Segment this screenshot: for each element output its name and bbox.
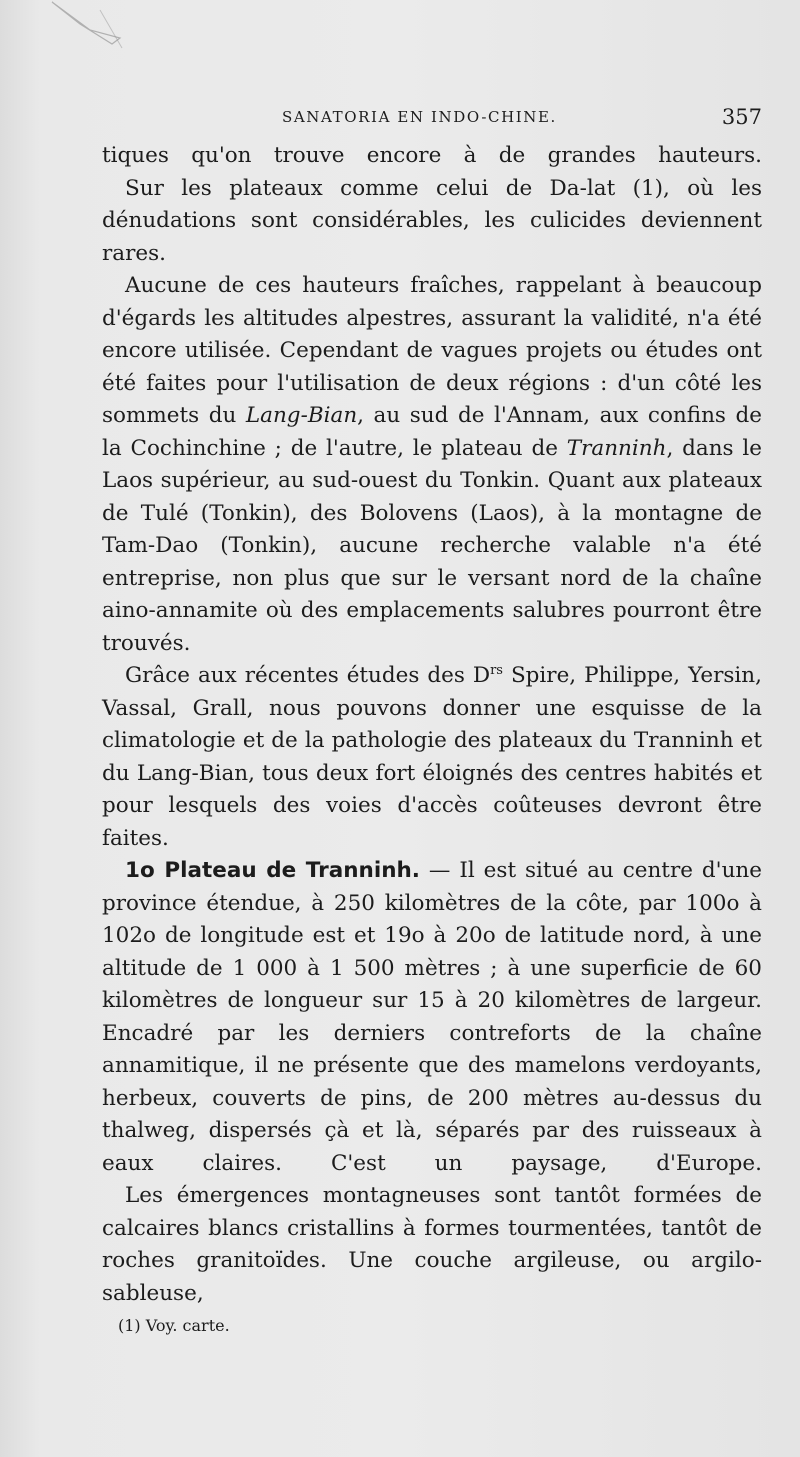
- paragraph-text-part: Aucune de ces hauteurs fraîches, rappelant à beaucoup d'égards les altitudes alpestres, assurant la validité, n'a été encore utilisée. Cependant de vagues projets ou études ont été faites pour l'utilisation de deux régions : d'un côté les sommets du: [102, 273, 762, 428]
- footnote: (1) Voy. carte.: [118, 1316, 230, 1335]
- superscript-rs: rs: [490, 662, 503, 678]
- paragraph-text: Les émergences montagneuses sont tantôt formées de calcaires blancs cristallins à formes tourmentées, tantôt de roches granitoïdes. Une couche argileuse, ou argilo-sableuse,: [102, 1183, 762, 1306]
- paragraph-text-part: Grâce aux récentes études des D: [125, 663, 491, 688]
- section-heading: 1o Plateau de Tranninh.: [125, 858, 420, 883]
- paragraph-dalat: [102, 173, 762, 271]
- place-name-lang-bian: Lang-Bian: [245, 403, 358, 428]
- paragraph-plateau-tranninh: [102, 855, 762, 1180]
- paragraph-emergences: [102, 1180, 762, 1310]
- paragraph-text-part: , dans le Laos supérieur, au sud-ouest du Tonkin. Quant aux plateaux de Tulé (Tonkin), des Bolovens (Laos), à la montagne de Tam-Dao (Tonkin), aucune recherche valable n'a été entreprise, non plus que sur le versant nord de la chaîne aino-annamite où des emplacements salubres pourront être trouvés.: [102, 435, 762, 656]
- page-number: 357: [721, 105, 762, 129]
- paragraph-text: tiques qu'on trouve encore à de grandes hauteurs.: [102, 143, 762, 168]
- paragraph-hauteurs: [102, 270, 762, 660]
- paragraph-text: Sur les plateaux comme celui de Da-lat (1), où les dénudations sont considérables, les culicides deviennent rares.: [102, 175, 762, 266]
- page-header: [102, 105, 762, 134]
- body-text: [102, 140, 762, 1310]
- paragraph-text: — Il est situé au centre d'une province étendue, à 250 kilomètres de la côte, par 100o à 102o de longitude est et 19o à 20o de latitude nord, à une altitude de 1 000 à 1 500 mètres ; à une superficie de 60 kilomètres de longueur sur 15 à 20 kilomètres de largeur. Encadré par les derniers contreforts de la chaîne annamitique, il ne présente que des mamelons verdoyants, herbeux, couverts de pins, de 200 mètres au-dessus du thalweg, dispersés çà et là, séparés par des ruisseaux à eaux claires. C'est un paysage, d'Europe.: [102, 858, 762, 1176]
- paragraph-text-part: Spire, Philippe, Yersin, Vassal, Grall, nous pouvons donner une esquisse de la climatologie et de la pathologie des plateaux du Tranninh et du Lang-Bian, tous deux fort éloignés des centres habités et pour lesquels des voies d'accès coûteuses devront être faites.: [102, 663, 762, 851]
- page-corner-stain: [50, 0, 140, 60]
- paragraph-continuation: [102, 140, 762, 173]
- paragraph-etudes: [102, 660, 762, 855]
- paragraph-text-part: , au sud de l'Annam, aux confins de la Cochinchine ; de l'autre, le plateau de: [102, 403, 762, 461]
- place-name-tranninh: Tranninh: [566, 435, 667, 461]
- running-title: SANATORIA EN INDO-CHINE.: [282, 108, 557, 126]
